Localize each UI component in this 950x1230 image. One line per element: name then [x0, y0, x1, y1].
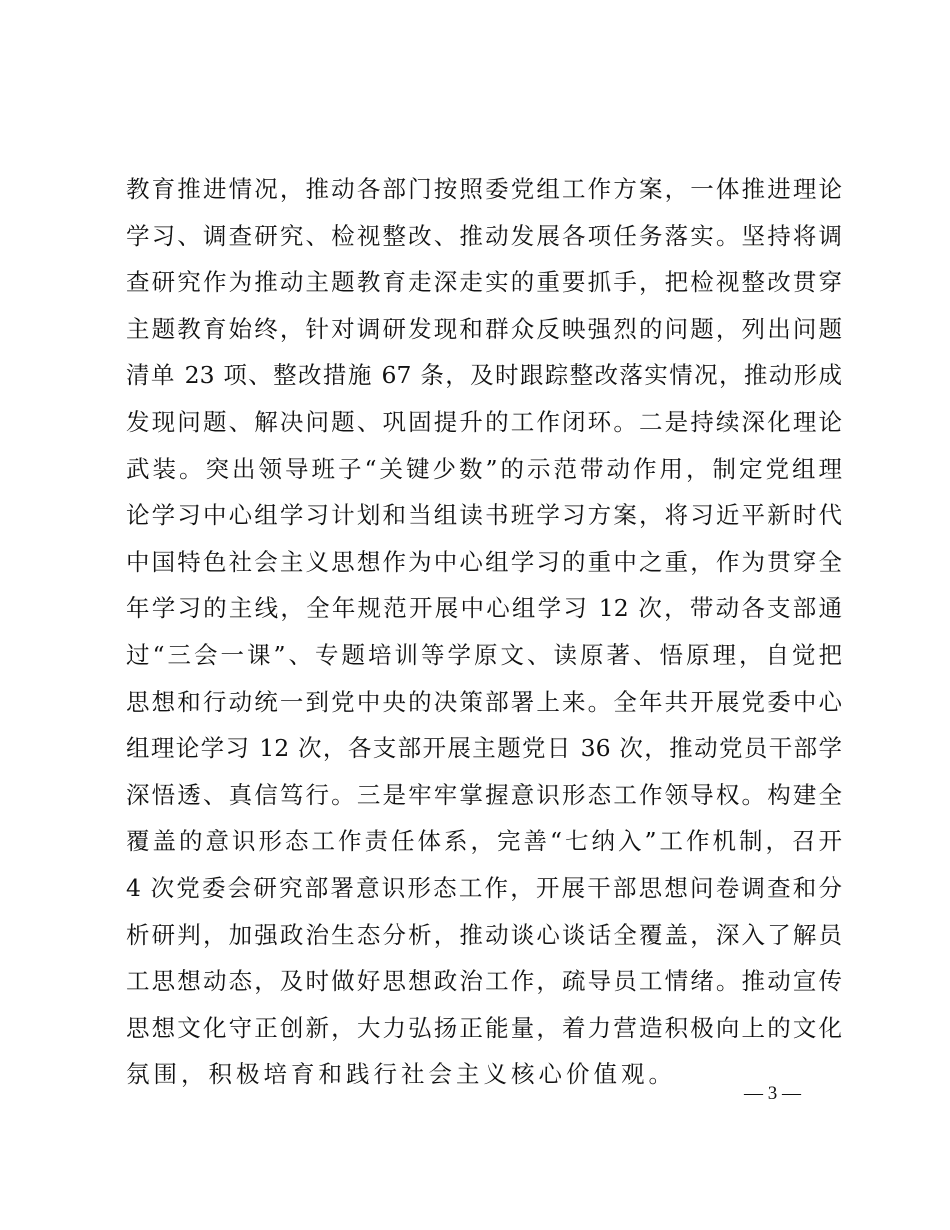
- text-line: 发现问题、解决问题、巩固提升的工作闭环。二是持续深化理论: [126, 407, 842, 436]
- text-line: 组理论学习 12 次，各支部开展主题党日 36 次，推动党员干部学: [126, 734, 842, 763]
- text-line: 工思想动态，及时做好思想政治工作，疏导员工情绪。推动宣传: [126, 967, 842, 996]
- text-line: 思想文化守正创新，大力弘扬正能量，着力营造积极向上的文化: [126, 1013, 842, 1042]
- text-line: 论学习中心组学习计划和当组读书班学习方案，将习近平新时代: [126, 501, 842, 530]
- page-number: — 3 —: [744, 1083, 801, 1104]
- body-paragraph: [126, 166, 842, 1098]
- text-line: 年学习的主线，全年规范开展中心组学习 12 次，带动各支部通: [126, 594, 842, 623]
- text-line: 过“三会一课”、专题培训等学原文、读原著、悟原理，自觉把: [126, 640, 842, 669]
- text-line: 思想和行动统一到党中央的决策部署上来。全年共开展党委中心: [126, 687, 842, 716]
- text-line: 武装。突出领导班子“关键少数”的示范带动作用，制定党组理: [126, 454, 842, 483]
- text-line: 析研判，加强政治生态分析，推动谈心谈话全覆盖，深入了解员: [126, 920, 842, 949]
- text-line: 4 次党委会研究部署意识形态工作，开展干部思想问卷调查和分: [126, 873, 842, 902]
- text-line: 查研究作为推动主题教育走深走实的重要抓手，把检视整改贯穿: [126, 268, 842, 297]
- text-line: 清单 23 项、整改措施 67 条，及时跟踪整改落实情况，推动形成: [126, 361, 842, 390]
- text-line: 主题教育始终，针对调研发现和群众反映强烈的问题，列出问题: [126, 314, 842, 343]
- text-line: 氛围，积极培育和践行社会主义核心价值观。: [126, 1060, 676, 1089]
- text-line: 教育推进情况，推动各部门按照委党组工作方案，一体推进理论: [126, 175, 842, 203]
- text-line: 覆盖的意识形态工作责任体系，完善“七纳入”工作机制，召开: [126, 827, 842, 856]
- text-line: 学习、调查研究、检视整改、推动发展各项任务落实。坚持将调: [126, 221, 842, 250]
- text-line: 中国特色社会主义思想作为中心组学习的重中之重，作为贯穿全: [126, 547, 842, 576]
- text-line: 深悟透、真信笃行。三是牢牢掌握意识形态工作领导权。构建全: [126, 780, 842, 809]
